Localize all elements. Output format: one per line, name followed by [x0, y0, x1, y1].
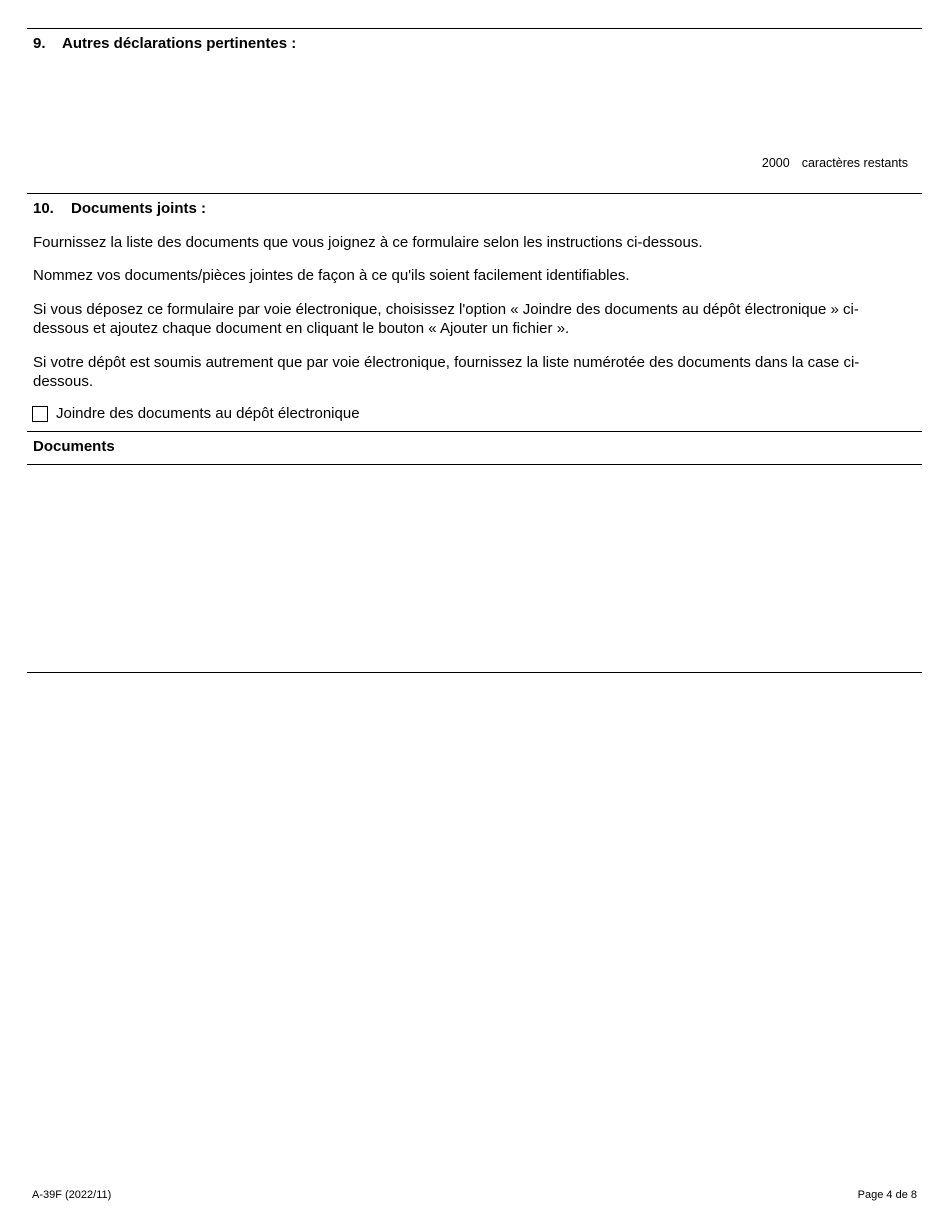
instruction-paragraph: Fournissez la liste des documents que vous joignez à ce formulaire selon les instructions ci-dessous. [33, 234, 703, 251]
divider [27, 672, 922, 673]
documents-header: Documents [33, 438, 115, 455]
divider [27, 431, 922, 432]
char-count-label: caractères restants [801, 156, 908, 170]
instruction-paragraph: Si votre dépôt est soumis autrement que par voie électronique, fournissez la liste numérotée des documents dans la case ci-dessous. [33, 354, 860, 390]
section-10-title [33, 200, 206, 217]
other-declarations-field[interactable] [27, 56, 926, 150]
section-9-number: 9. [33, 35, 46, 52]
attach-documents-checkbox[interactable] [32, 406, 48, 422]
divider [27, 193, 922, 194]
divider [27, 464, 922, 465]
section-9-label: Autres déclarations pertinentes : [62, 35, 297, 52]
divider [27, 28, 922, 29]
documents-list-field[interactable] [27, 468, 926, 672]
form-code: A-39F (2022/11) [32, 1189, 112, 1201]
char-counter [762, 156, 908, 170]
attach-documents-label: Joindre des documents au dépôt électronique [56, 405, 360, 422]
char-count: 2000 [761, 156, 790, 170]
section-10-label: Documents joints : [71, 200, 207, 217]
page-number: Page 4 de 8 [857, 1189, 917, 1201]
attach-documents-option[interactable] [32, 405, 360, 422]
instruction-paragraph: Si vous déposez ce formulaire par voie électronique, choisissez l'option « Joindre des documents au dépôt électronique » ci-dessous et ajoutez chaque document en cliquant le bouton « Ajouter un fichier ». [33, 301, 859, 337]
instruction-paragraph: Nommez vos documents/pièces jointes de façon à ce qu'ils soient facilement identifiables. [33, 267, 630, 284]
section-9-title [33, 35, 296, 52]
section-10-number: 10. [33, 200, 54, 217]
